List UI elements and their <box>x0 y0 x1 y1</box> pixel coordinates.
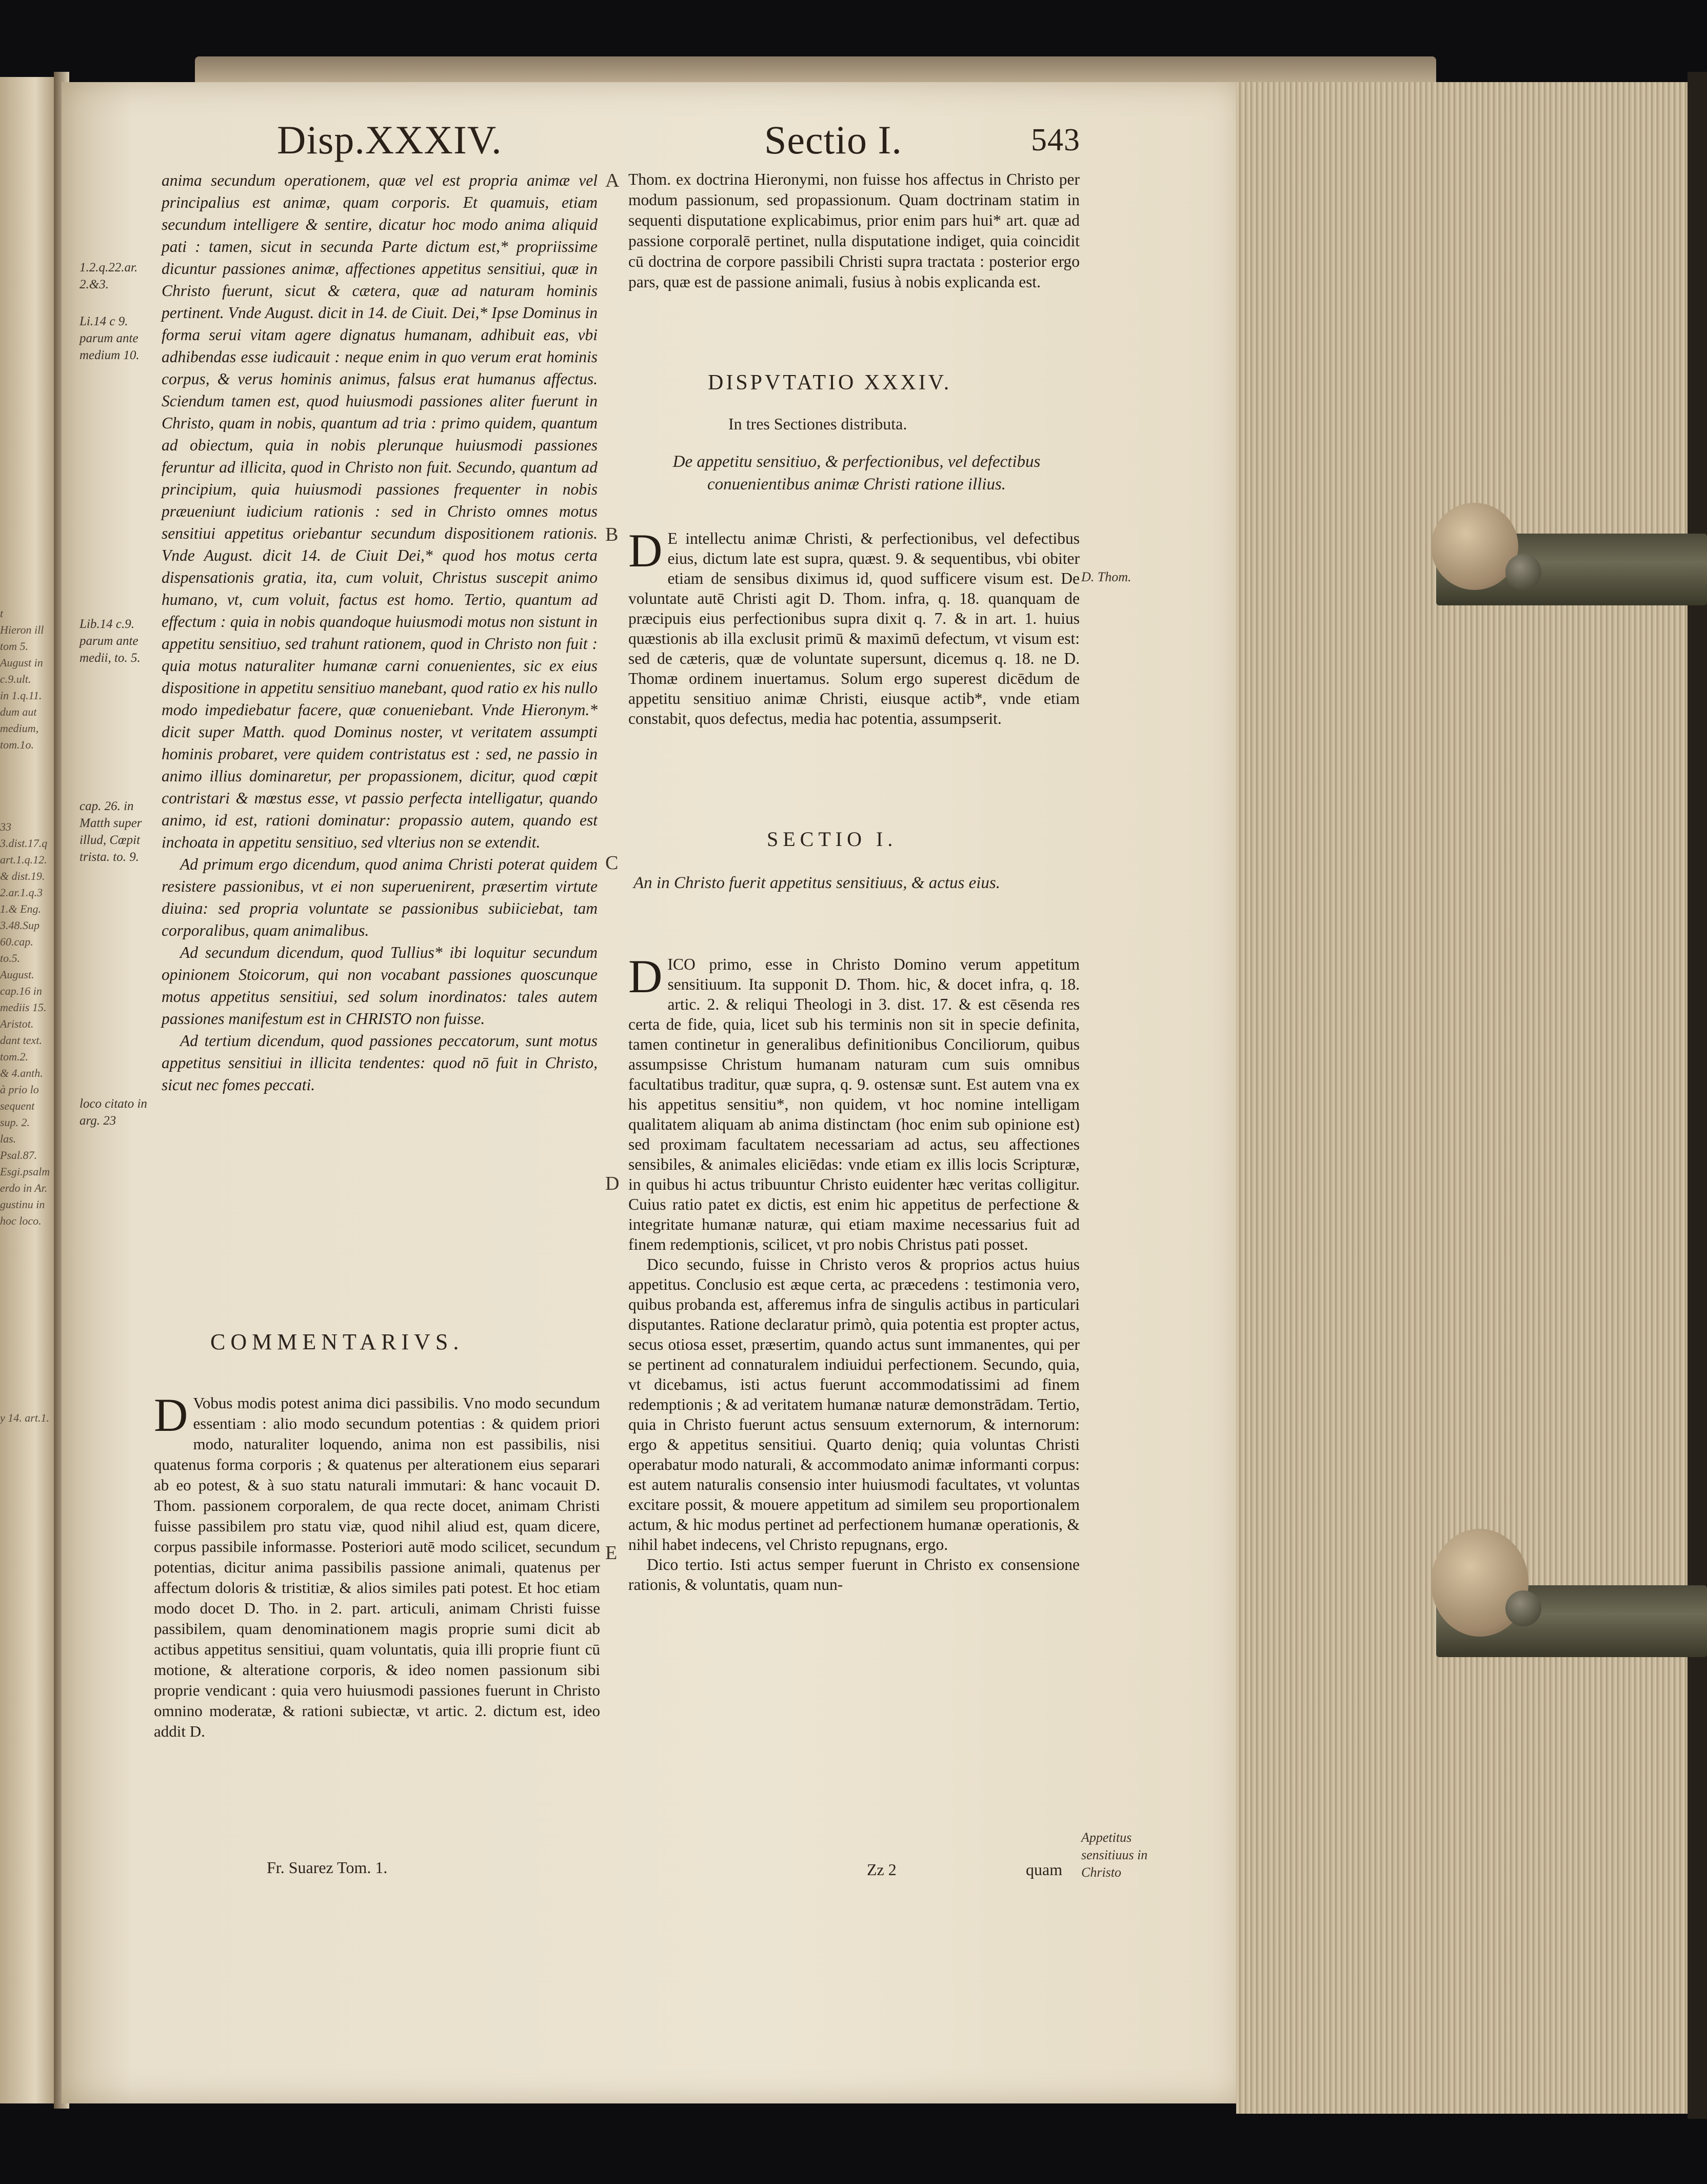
disputatio-description: De appetitu sensitiuo, & perfectionibus, vel defectibus conuenientibus animæ Christi ratione illius. <box>672 452 1041 494</box>
catchword: quam <box>1026 1860 1063 1879</box>
disputatio-subtitle: In tres Sectiones distributa. <box>728 415 907 433</box>
paragraph: Ad secundum dicendum, quod Tullius* ibi loquitur secundum opinionem Stoicorum, qui non vocabant passiones quoscunque motus appetitus sensitiui, sed solum inordinatos: tales autem passiones manifestum est in CHRISTO non fuisse. <box>162 943 598 1028</box>
margin-note: Li.14 c 9. parum ante medium 10. <box>80 314 140 362</box>
paragraph: Ad tertium dicendum, quod passiones peccatorum, sunt motus appetitus sensitiui in illicita tendentes: quod nō fuit in Christo, sicut nec fomes peccati. <box>162 1032 598 1094</box>
upper-clasp-pin <box>1505 554 1541 590</box>
previous-page-margin-text: t Hieron ill tom 5. August in c.9.ult. in 1.q.11. dum aut medium, tom.1o. 33 3.dist.17.q art.1.q.12. & dist.19. 2.ar.1.q.3 1.& Eng. 3.48.Sup 60.cap. to.5. August. cap.16 in mediis 15. Aristot. dant text. tom.2. & 4.anth. à prio lo sequent sup. 2. las. Psal.87. Esgi.psalm erdo in Ar. gustinu in hoc loco. y 14. art.1. <box>0 607 50 1424</box>
page-block-edges <box>1236 82 1707 2114</box>
running-head-disputatio: Disp.XXXIV. <box>277 117 502 162</box>
section-marker-a: A <box>605 170 620 191</box>
paragraph: Dico secundo, fuisse in Christo veros & proprios actus huius appetitus. Conclusio est æque certa, ac præcedens : testimonia vero, quibus probanda est, afferemus infra de singulis actibus in particulari disputantes. Ratione declaratur primò, quia potentia est propter actus, secus otiosa esset, præsertim, quando actus sunt immanentes, qui per se pertinent ad connaturalem indiuidui perfectionem. Secundo, quia, vt dicebamus, isti actus fuerunt accommodatissimi ad finem redemptionis ; & ad veritatem humanæ naturæ demonstrādam. Tertio, quia in Christo fuerunt actus sensuum externorum, & internorum: ergo & appetitus sensitiui. Quarto deniq; quia voluntas Christi operabatur modo naturali, & accommodato animæ informanti corpus: est autem naturalis consensio inter huiusmodi facultates, vt voluntas excitare possit, & mouere appetitum ad similem seu proportionalem actum, & hic modus pertinet ad perfectionem humanæ operationis, & nihil habet indecens, vel Christo repugnans, ergo. <box>628 1255 1080 1553</box>
lower-clasp-pin <box>1505 1590 1541 1626</box>
right-column-top-text: Thom. ex doctrina Hieronymi, non fuisse hos affectus in Christo per modum passionum, sed propassionum. Quam doctrinam statim in sequenti disputatione explicabimus, prior enim pars hui* art. quæ ad passione corporalē pertinet, nulla disputatione indiget, quia coincidit cū doctrina de corpore passibili Christi supra tractata : posterior ergo pars, quæ est de passione animali, fusius à nobis explicanda est. <box>628 170 1080 291</box>
signature-mark: Zz 2 <box>867 1860 897 1879</box>
section-marker-b: B <box>605 524 619 545</box>
sectio-text <box>628 950 1080 1595</box>
upper-clasp-knob <box>1431 503 1518 590</box>
right-margin-note: Appetitus sensitiuus in Christo <box>1081 1830 1148 1880</box>
sectio-heading: SECTIO I. <box>767 828 898 851</box>
book-cover-edge <box>1688 72 1707 2119</box>
paragraph: anima secundum operationem, quæ vel est propria animæ vel principalius est animæ, quam corporis. Et quamuis, etiam secundum intelligere & sentire, dicatur hoc modo anima aliquid pati : tamen, sicut in secunda Parte dictum est,* propriissime dicuntur passiones animæ, affectiones appetitus sensitiui, quæ in Christo fuerunt, sicut & cætera, quæ ad naturam hominis pertinent. Vnde August. dicit in 14. de Ciuit. Dei,* Ipse Dominus in forma serui vitam agere dignatus humanam, adhibuit eas, vbi adhibendas esse iudicauit : neque enim in quo verum erat hominis corpus, & verus hominis animus, falsus erat humanus affectus. Sciendum tamen est, quod huiusmodi passiones aliter fuerunt in Christo, quam in nobis, quantum ad tria : primo quidem, quantum ad obiectum, quia in nobis plerunque huiusmodi passiones feruntur ad illicita, quod in Christo non fuit. Secundo, quantum ad principium, quia huiusmodi passiones frequenter in nobis præueniunt iudicium rationis : sed in Christo omnes motus sensitiui appetitus oriebantur secundum dispositionem rationis. Vnde August. dicit 14. de Ciuit Dei,* quod hos motus certa dispensationis gratia, ita, cum voluit, Christus suscepit animo humano, vt, cum voluit, factus est homo. Tertio, quantum ad effectum : quia in nobis quandoque huiusmodi motus non sistunt in appetitu sensitiuo, sed trahunt rationem, quod in Christo non fuit : quia motus naturaliter humanæ carni conuenientes, sic ex eius dispositione in appetitu sensitiuo manebant, quod ratio ex his nullo modo impediebatur facere, quæ conueniebant. Vnde Hieronym.* dicit super Matth. quod Dominus noster, vt veritatem assumpti hominis probaret, vere quidem contristatus est : sed, ne passio in animo illius dominaretur, per propassionem, dicitur, quod cœpit contristari & mœstus esse, vt passio perfecta intelligatur, quando animo, id est, rationi dominatur: propassio autem, quando est inchoata in appetitu sensitiuo, sed vlterius non se extendit. <box>162 171 598 851</box>
disputatio-heading: DISPVTATIO XXXIV. <box>708 371 952 395</box>
drop-cap: D <box>628 524 663 577</box>
margin-note: Lib.14 c.9. parum ante medii, to. 5. <box>80 617 141 665</box>
disputatio-body: E intellectu animæ Christi, & perfectionibus, vel defectibus eius, dictum late est supra, quæst. 9. & sequentibus, vbi obiter etiam de sensibus diximus id, quod sufficere visum est. De voluntate autē Christi agit D. Thom. infra, q. 18. quanquam de præcipuis eius perfectionibus supra dixit q. 7. & in art. 1. huius quæstionis ab illa exclusit primū & maximū defectum, vt visum est: sed de cæteris, quæ de voluntate supersunt, dicemus q. 18. ne D. Thomæ ordinem inuertamus. Solum ergo superest dicēdum de appetitu sensitiuo animæ Christi, eiusque actib*, vnde etiam constabit, quos defectus, media hac potentia, assumpserit. <box>628 529 1080 727</box>
margin-note: cap. 26. in Matth super illud, Cœpit trista. to. 9. <box>80 799 142 864</box>
commentarius-body: Vobus modis potest anima dici passibilis. Vno modo secundum essentiam : alio modo secundum potentias : & quidem priori modo, naturaliter loquendo, anima non est passibilis, nisi quatenus forma corporis ; & quatenus per alterationem eius separari ab eo potest, & à suo statu naturali immutari: & hanc vocauit D. Thom. passionem corporalem, de qua recte docet, animam Christi fuisse passibilem pro statu viæ, quod nihil aliud est, quam dicere, corpus passibile informasse. Posteriori autē modo scilicet, secundum potentias, dicitur anima passibilis passione animali, quatenus per affectum doloris & tristitiæ, & alios similes pati potest. Et hoc etiam modo docet D. Tho. in 2. part. articuli, animam Christi fuisse passibilem, quam denominationem magis proprie sumi dicit ab actibus appetitus sensitiui, quam voluntatis, quia illi proprie fiunt cū motione, & alteratione corporis, & ideo nomen passionum sibi proprie vendicant : quia vero huiusmodi passiones fuerunt in Christo omnino moderatæ, & rationi subiectæ, vt artic. 2. dictum est, ideo addit D. <box>154 1394 600 1740</box>
left-column-text <box>162 169 598 1096</box>
section-marker-d: D <box>605 1173 620 1194</box>
paragraph <box>628 950 1080 1254</box>
sectio-question: An in Christo fuerit appetitus sensitiuus, & actus eius. <box>633 874 1001 892</box>
margin-note: 1.2.q.22.ar. 2.&3. <box>80 261 138 291</box>
right-margin-note: D. Thom. <box>1081 569 1132 584</box>
commentarius-text <box>154 1389 600 1742</box>
section-marker-e: E <box>605 1542 618 1564</box>
section-marker-c: C <box>605 852 619 874</box>
margin-note: loco citato in arg. 23 <box>80 1097 147 1128</box>
commentarius-heading: COMMENTARIVS. <box>210 1329 464 1354</box>
paragraph: Ad primum ergo dicendum, quod anima Christi poterat quidem resistere passionibus, vt ei non superuenirent, præsertim virtute diuina: sed propria voluntate se passionibus subiiciebat, tam corporalibus, quam animalibus. <box>162 855 598 939</box>
sectio-body: ICO primo, esse in Christo Domino verum appetitum sensitiuum. Ita supponit D. Thom. hic, & docet infra, q. 18. artic. 2. & reliqui Theologi in 3. dist. 17. & est cēsenda res certa de fide, quia, licet sub his terminis non sit in specie definita, tamen continetur in generalibus definitionibus Conciliorum, quibus assumpsisse Christum humanam naturam cum suis omnibus facultatibus traditur, quæ supra, q. 9. ostensæ sunt. Est autem vna ex his appetitus sensitiu*, non quidem, vt hoc nomine intelligam qualitatem aliquam ab anima distinctam (hoc enim sub opinione est) sed proximam facultatem necessariam ad actus, seu affectiones sensibiles, & animales eliciēdas: vnde etiam ex illis locis Scripturæ, in quibus hi actus tribuuntur Christo euidenter hæc veritas colligitur. Cuius ratio patet ex dictis, est enim hic appetitus de perfectione & integritate humanæ naturæ, qui etiam maxime necessarius fuit ad finem redemptionis, scilicet, vt pro nobis Christus pati posset. <box>628 955 1080 1253</box>
drop-cap: D <box>154 1389 188 1441</box>
page-number: 543 <box>1031 123 1080 158</box>
printer-signature: Fr. Suarez Tom. 1. <box>267 1858 388 1877</box>
paragraph: Dico tertio. Isti actus semper fuerunt in Christo ex consensione rationis, & voluntatis, quam nun- <box>628 1556 1080 1593</box>
running-head-sectio: Sectio I. <box>764 117 902 162</box>
drop-cap: D <box>628 950 663 1002</box>
disputatio-introduction <box>628 524 1080 729</box>
